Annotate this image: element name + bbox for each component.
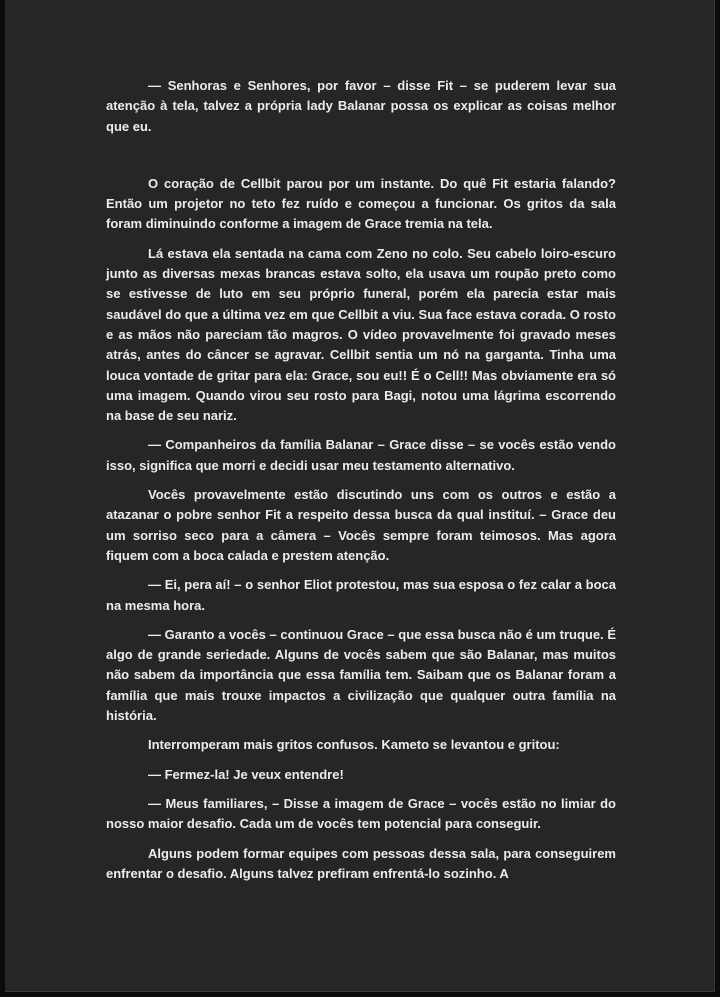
paragraph-7: — Garanto a vocês – continuou Grace – que essa busca não é um truque. É algo de grande seriedade. Alguns de vocês sabem que são Balanar, mas muitos não sabem da importância que essa família tem. Saibam que os Balanar foram a família que mais trouxe impactos a civilização que qualquer outra família na história. (106, 626, 616, 724)
paragraph-8: Interromperam mais gritos confusos. Kameto se levantou e gritou: (148, 737, 560, 753)
paragraph-3: Lá estava ela sentada na cama com Zeno no colo. Seu cabelo loiro-escuro junto as diversas mexas brancas estava solto, ela usava um roupão preto como se estivesse de luto em seu próprio funeral, porém ela parecia estar mais saudável do que a última vez em que Cellbit a viu. Sua face estava corada. O rosto e as mãos não pareciam tão magros. O vídeo provavelmente foi gravado meses atrás, antes do câncer se agravar. Cellbit sentia um nó na garganta. Tinha uma louca vontade de gritar para ela: Grace, sou eu!! É o Cell!! Mas obviamente era só uma imagem. Quando virou seu rosto para Bagi, notou uma lágrima escorrendo na base de seu nariz. (106, 245, 616, 424)
paragraph-6: — Ei, pera aí! – o senhor Eliot protestou, mas sua esposa o fez calar a boca na mesma hora. (106, 577, 616, 613)
paragraph-9: — Fermez-la! Je veux entendre! (148, 766, 344, 782)
document-body (106, 76, 616, 893)
paragraph-1: — Senhoras e Senhores, por favor – disse Fit – se puderem levar sua atenção à tela, talvez a própria lady Balanar possa os explicar as coisas melhor que eu. (106, 78, 616, 134)
paragraph-10: — Meus familiares, – Disse a imagem de Grace – vocês estão no limiar do nosso maior desafio. Cada um de vocês tem potencial para conseguir. (106, 795, 616, 832)
paragraph-2: O coração de Cellbit parou por um instante. Do quê Fit estaria falando? Então um projetor no teto fez ruído e começou a funcionar. Os gritos da sala foram diminuindo conforme a imagem de Grace tremia na tela. (106, 175, 616, 232)
paragraph-4: — Companheiros da família Balanar – Grace disse – se vocês estão vendo isso, significa que morri e decidi usar meu testamento alternativo. (106, 437, 616, 473)
document-page (5, 0, 715, 992)
paragraph-11: Alguns podem formar equipes com pessoas dessa sala, para conseguirem enfrentar o desafio. Alguns talvez prefiram enfrentá-lo sozinho. A (106, 845, 616, 881)
paragraph-5: Vocês provavelmente estão discutindo uns com os outros e estão a atazanar o pobre senhor Fit a respeito dessa busca da qual instituí. – Grace deu um sorriso seco para a câmera – Vocês sempre foram teimosos. Mas agora fiquem com a boca calada e prestem atenção. (106, 487, 616, 563)
